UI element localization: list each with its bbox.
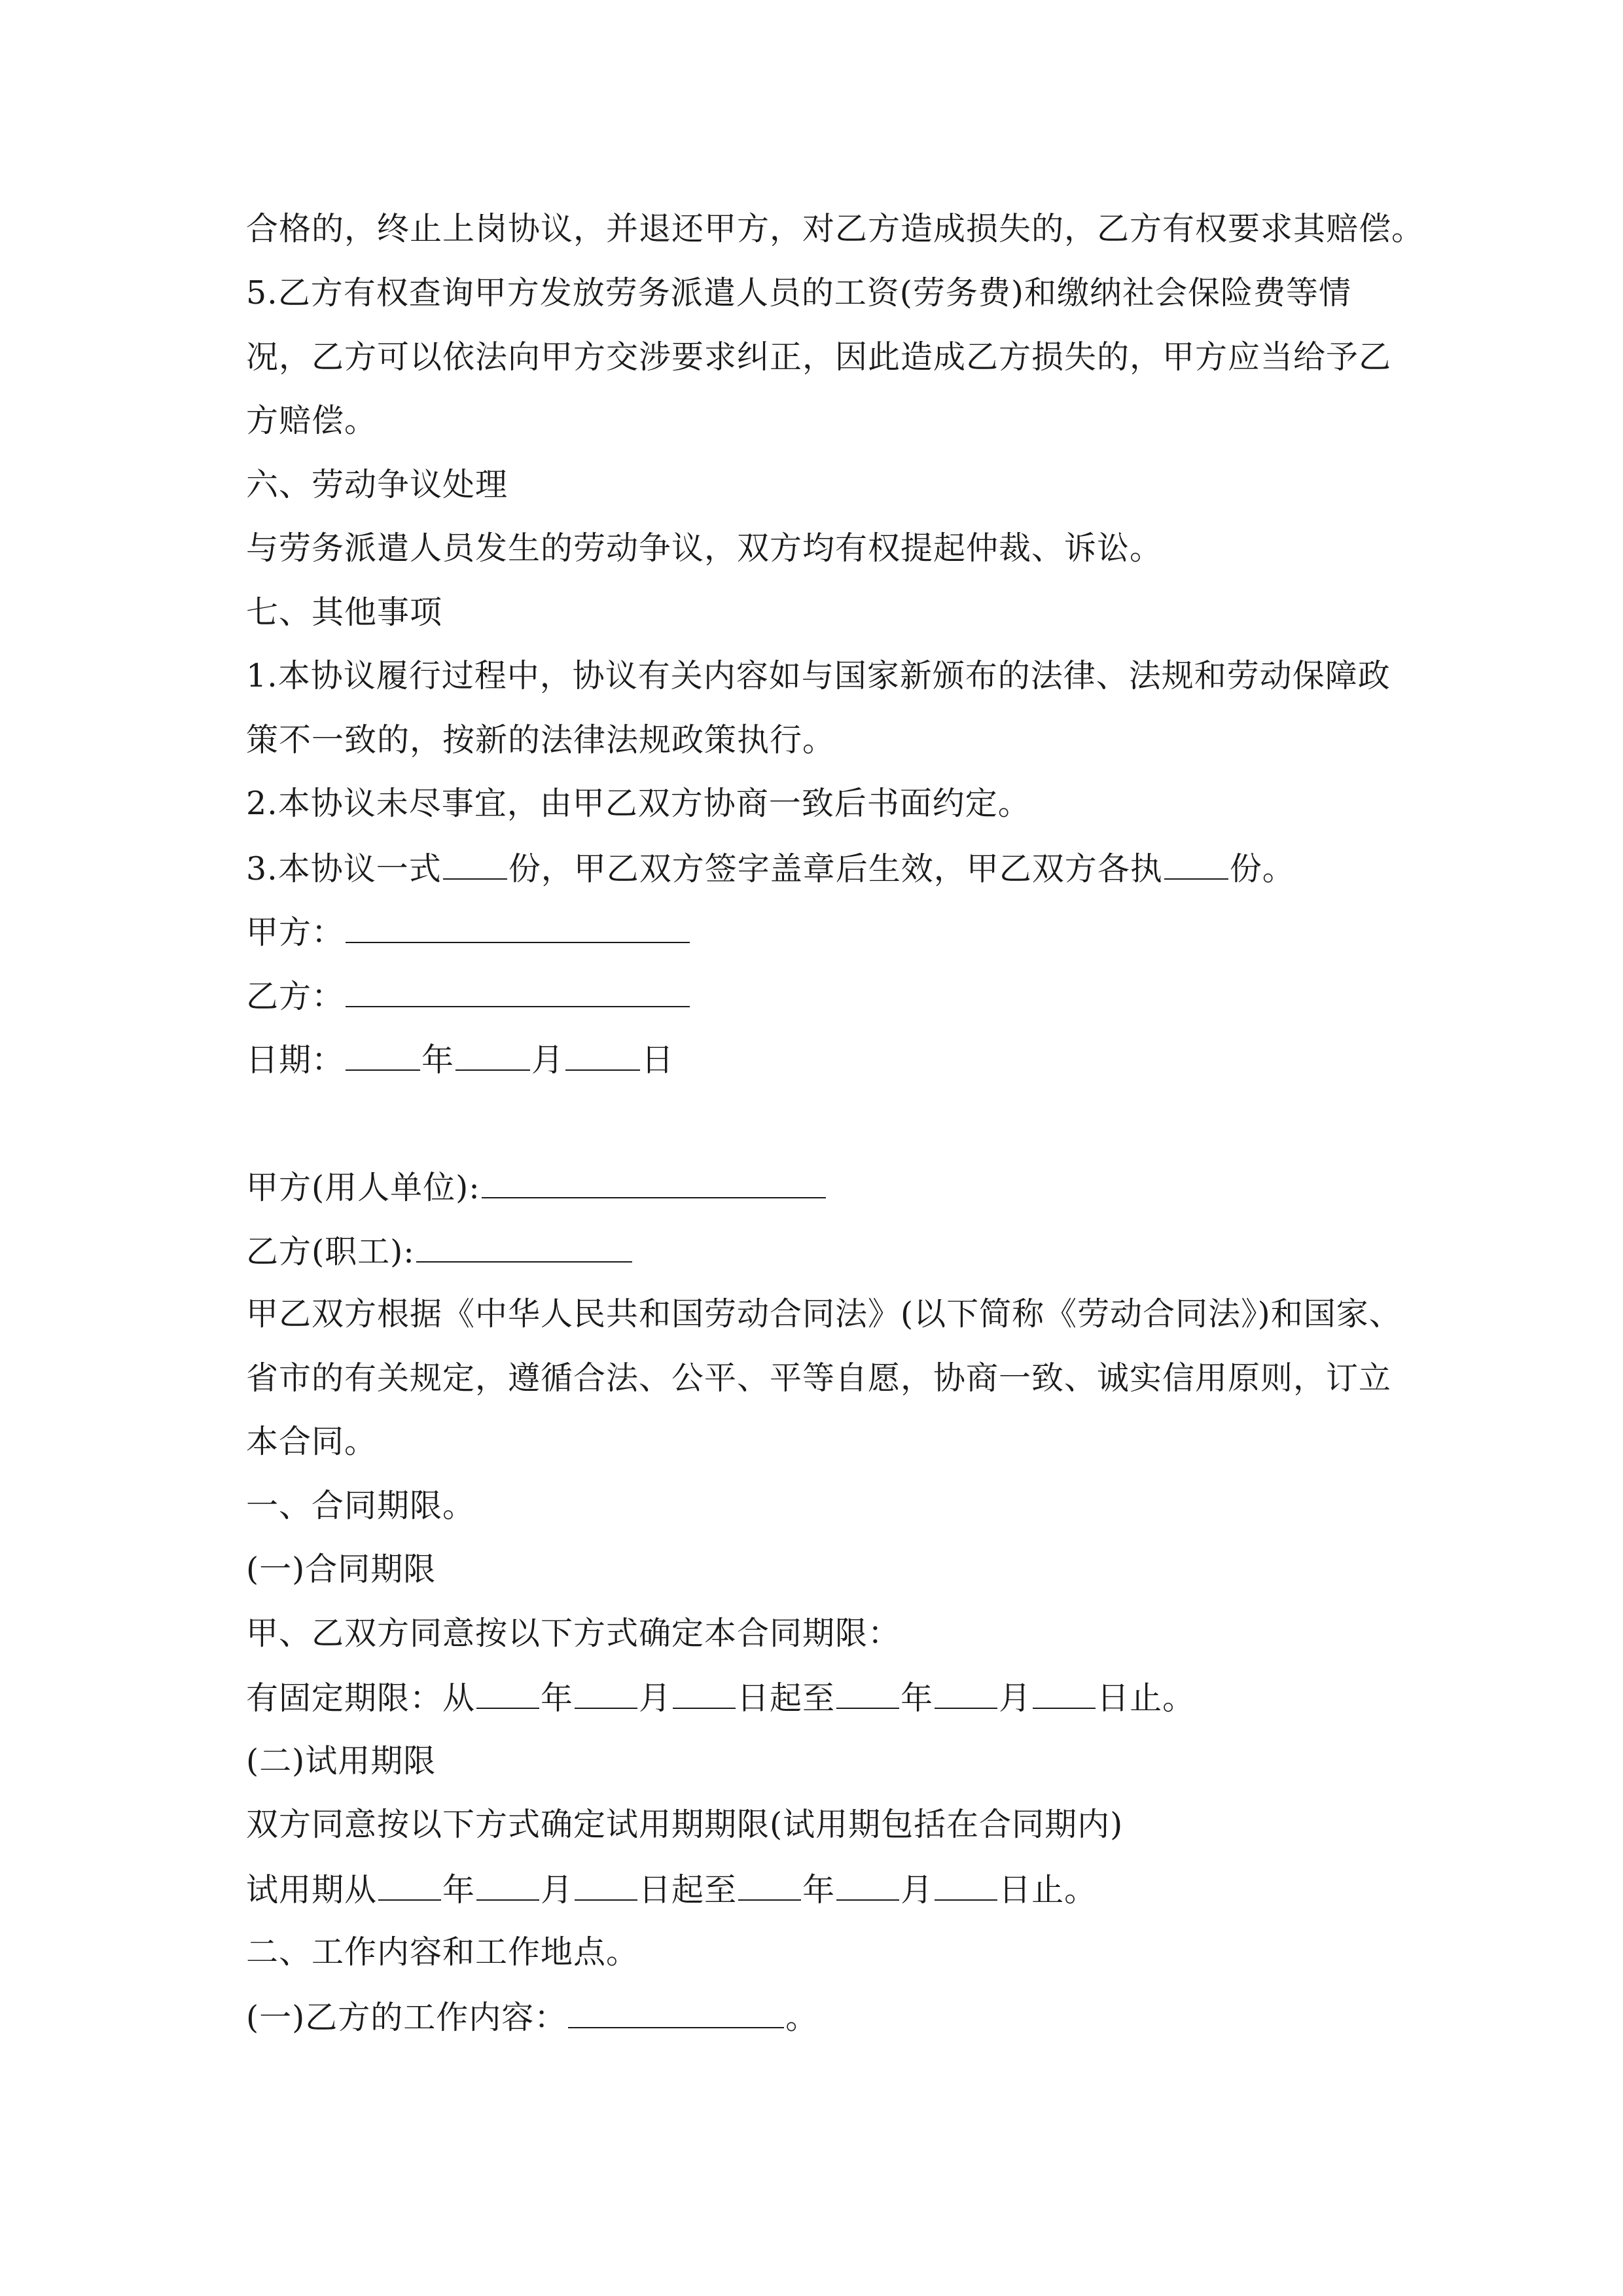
text-line: 2.本协议未尽事宜，由甲乙双方协商一致后书面约定。 bbox=[246, 785, 1031, 822]
month-label: 月 bbox=[639, 1679, 672, 1717]
start-month-blank[interactable] bbox=[575, 1677, 637, 1709]
party-a-signature-blank[interactable] bbox=[346, 912, 690, 943]
day-to-label: 日止。 bbox=[999, 1871, 1097, 1909]
probation-label: 试用期从 bbox=[246, 1871, 378, 1909]
employee-name-blank[interactable] bbox=[416, 1231, 632, 1263]
copies-text: 份。 bbox=[1229, 850, 1295, 888]
fixed-term-label: 有固定期限：从 bbox=[246, 1679, 476, 1717]
probation-start-year-blank[interactable] bbox=[378, 1869, 441, 1901]
party-b-signature-blank[interactable] bbox=[346, 976, 690, 1007]
subsection-heading: (一)合同期限 bbox=[246, 1551, 437, 1588]
day-from-label: 日起至 bbox=[737, 1679, 836, 1717]
date-day-blank[interactable] bbox=[565, 1039, 640, 1071]
contract-party-b-line bbox=[246, 1231, 633, 1270]
section-heading: 六、劳动争议处理 bbox=[246, 466, 508, 503]
contract-party-a-line bbox=[246, 1167, 827, 1206]
month-label: 月 bbox=[541, 1871, 574, 1909]
section-heading: 一、合同期限。 bbox=[246, 1487, 476, 1524]
date-day-label: 日 bbox=[641, 1041, 675, 1079]
start-day-blank[interactable] bbox=[673, 1677, 736, 1709]
year-label: 年 bbox=[901, 1679, 934, 1717]
party-a-label: 甲方： bbox=[246, 914, 345, 951]
year-label: 年 bbox=[802, 1871, 836, 1909]
text-line: 双方同意按以下方式确定试用期期限(试用期包括在合同期内) bbox=[246, 1806, 1124, 1843]
section-heading: 二、工作内容和工作地点。 bbox=[246, 1933, 639, 1971]
date-year-label: 年 bbox=[421, 1041, 455, 1079]
date-year-blank[interactable] bbox=[346, 1039, 420, 1071]
text-line: 1.本协议履行过程中，协议有关内容如与国家新颁布的法律、法规和劳动保障政 bbox=[246, 657, 1391, 694]
probation-line bbox=[246, 1869, 1097, 1909]
work-content-line bbox=[246, 1997, 818, 2036]
copies-count-blank[interactable] bbox=[443, 848, 507, 880]
contract-party-a-label: 甲方(用人单位): bbox=[246, 1169, 480, 1206]
contract-party-b-label: 乙方(职工): bbox=[246, 1233, 415, 1270]
month-label: 月 bbox=[901, 1871, 934, 1909]
month-label: 月 bbox=[999, 1679, 1032, 1717]
copies-text: 份，甲乙双方签字盖章后生效，甲乙双方各执 bbox=[508, 850, 1163, 888]
employer-name-blank[interactable] bbox=[482, 1167, 826, 1198]
section-heading: 七、其他事项 bbox=[246, 594, 443, 631]
copies-line bbox=[246, 848, 1295, 888]
date-line bbox=[246, 1039, 674, 1079]
copies-each-blank[interactable] bbox=[1164, 848, 1228, 880]
text-line: 5.乙方有权查询甲方发放劳务派遣人员的工资(劳务费)和缴纳社会保险费等情 bbox=[246, 274, 1351, 312]
party-a-signature-line bbox=[246, 912, 691, 951]
text-line: 本合同。 bbox=[246, 1423, 378, 1460]
probation-start-day-blank[interactable] bbox=[575, 1869, 637, 1901]
text-line: 况，乙方可以依法向甲方交涉要求纠正，因此造成乙方损失的，甲方应当给予乙 bbox=[246, 338, 1392, 376]
period-mark: 。 bbox=[785, 1999, 819, 2036]
probation-end-day-blank[interactable] bbox=[935, 1869, 997, 1901]
year-label: 年 bbox=[541, 1679, 574, 1717]
year-label: 年 bbox=[442, 1871, 476, 1909]
day-from-label: 日起至 bbox=[639, 1871, 738, 1909]
text-line: 策不一致的，按新的法律法规政策执行。 bbox=[246, 721, 836, 759]
end-day-blank[interactable] bbox=[1033, 1677, 1096, 1709]
start-year-blank[interactable] bbox=[476, 1677, 539, 1709]
end-year-blank[interactable] bbox=[836, 1677, 899, 1709]
probation-start-month-blank[interactable] bbox=[476, 1869, 539, 1901]
fixed-term-line bbox=[246, 1677, 1195, 1717]
text-line: 方赔偿。 bbox=[246, 402, 378, 439]
party-b-signature-line bbox=[246, 976, 691, 1015]
probation-end-year-blank[interactable] bbox=[738, 1869, 801, 1901]
text-line: 甲乙双方根据《中华人民共和国劳动合同法》(以下简称《劳动合同法》)和国家、 bbox=[246, 1295, 1402, 1333]
end-month-blank[interactable] bbox=[935, 1677, 997, 1709]
text-line: 甲、乙双方同意按以下方式确定本合同期限： bbox=[246, 1615, 901, 1652]
work-content-label: (一)乙方的工作内容： bbox=[246, 1999, 567, 2036]
date-month-blank[interactable] bbox=[455, 1039, 530, 1071]
subsection-heading: (二)试用期限 bbox=[246, 1742, 437, 1780]
copies-text: 3.本协议一式 bbox=[246, 850, 442, 888]
text-line: 省市的有关规定，遵循合法、公平、平等自愿，协商一致、诚实信用原则，订立 bbox=[246, 1359, 1392, 1397]
text-line: 与劳务派遣人员发生的劳动争议，双方均有权提起仲裁、诉讼。 bbox=[246, 529, 1163, 567]
work-content-blank[interactable] bbox=[568, 1997, 784, 2028]
date-label: 日期： bbox=[246, 1041, 345, 1079]
party-b-label: 乙方： bbox=[246, 978, 345, 1015]
day-to-label: 日止。 bbox=[1097, 1679, 1196, 1717]
date-month-label: 月 bbox=[531, 1041, 565, 1079]
probation-end-month-blank[interactable] bbox=[836, 1869, 899, 1901]
text-line: 合格的，终止上岗协议，并退还甲方，对乙方造成损失的，乙方有权要求其赔偿。 bbox=[246, 210, 1425, 247]
